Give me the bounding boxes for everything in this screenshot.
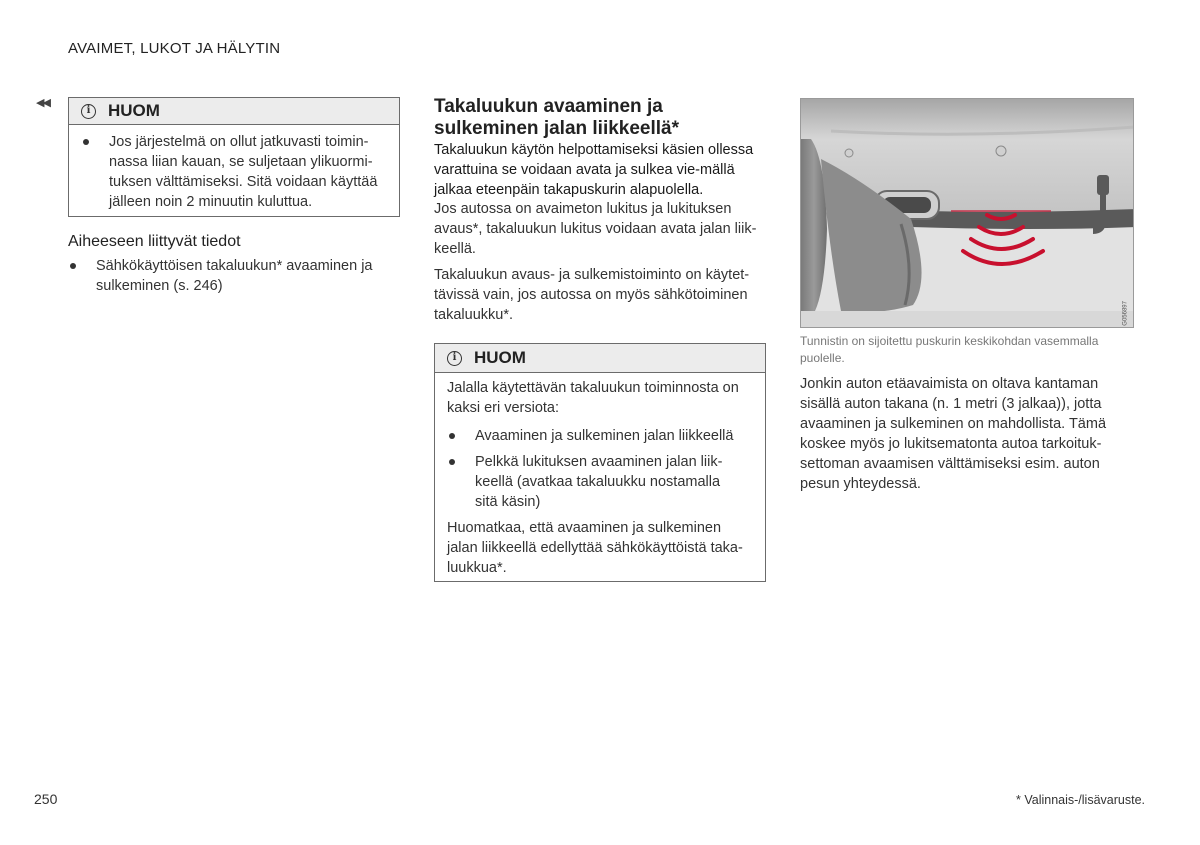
footnote: * Valinnais-/lisävaruste. bbox=[1016, 793, 1145, 807]
figure-code: G056897 bbox=[1123, 301, 1129, 326]
right-paragraph: Jonkin auton etäavaimista on oltava kantaman sisällä auton takana (n. 1 metri (3 jalkaa)), jotta avaaminen ja sulkeminen on mahdollista. Tämä koskee myös jo lukitsematonta autoa tarkoituk-settoman avaamisen välttämiseksi esim. auton pesun yhteydessä. bbox=[800, 376, 1107, 492]
page-number: 250 bbox=[34, 791, 58, 807]
note-title: HUOM bbox=[108, 101, 160, 120]
note-body bbox=[435, 373, 765, 578]
list-item-text: Jos järjestelmä on ollut jatkuvasti toimin-nassa liian kauan, se suljetaan ylikuormi-tuksen välttämiseksi. Sitä voidaan käyttää jälleen noin 2 minuutin kuluttua. bbox=[109, 134, 378, 210]
related-list bbox=[68, 256, 388, 296]
note-body bbox=[69, 125, 399, 212]
list-item bbox=[447, 452, 753, 512]
list-item bbox=[447, 426, 753, 446]
double-chevron-left-icon[interactable]: ◀◀ bbox=[36, 97, 49, 109]
list-item-text: Pelkkä lukituksen avaaminen jalan liik-keellä (avatkaa takaluukku nostamalla sitä käsin) bbox=[475, 454, 723, 510]
car-rear-illustration bbox=[800, 98, 1134, 328]
bullet-icon bbox=[447, 452, 475, 512]
note-outro: Huomatkaa, että avaaminen ja sulkeminen jalan liikkeellä edellyttää sähkökäyttöistä taka-luukkua*. bbox=[447, 520, 743, 576]
list-item-text: Avaaminen ja sulkeminen jalan liikkeellä bbox=[475, 428, 734, 444]
info-icon: i bbox=[447, 351, 462, 366]
page-header: AVAIMET, LUKOT JA HÄLYTIN bbox=[68, 40, 281, 57]
bullet-icon bbox=[447, 426, 475, 446]
note-intro: Jalalla käytettävän takaluukun toiminnosta on kaksi eri versiota: bbox=[447, 380, 739, 416]
section-title: Takaluukun avaaminen ja sulkeminen jalan liikkeellä* bbox=[434, 96, 680, 139]
lead-paragraph: Takaluukun käytön helpottamiseksi käsien ollessa varattuina se voidaan avata ja sulkea vie-mällä jalkaa eteenpäin takapuskurin alapuolella. bbox=[434, 142, 754, 198]
note-title: HUOM bbox=[474, 348, 526, 367]
paragraph-1: Jos autossa on avaimeton lukitus ja lukituksen avaus*, takaluukun lukitus voidaan avata jalan liik-keellä. bbox=[434, 201, 757, 257]
figure-caption: Tunnistin on sijoitettu puskurin keskikohdan vasemmalla puolelle. bbox=[800, 334, 1099, 365]
note-box-middle bbox=[434, 343, 766, 582]
list-item bbox=[81, 132, 385, 212]
related-heading: Aiheeseen liittyvät tiedot bbox=[68, 233, 241, 250]
related-link[interactable] bbox=[68, 256, 388, 296]
note-header bbox=[69, 98, 399, 125]
car-bumper-sensor-image bbox=[801, 99, 1134, 328]
info-icon: i bbox=[81, 104, 96, 119]
note-header bbox=[435, 344, 765, 373]
note-box-left bbox=[68, 97, 400, 217]
related-link-text[interactable]: Sähkökäyttöisen takaluukun* avaaminen ja sulkeminen (s. 246) bbox=[96, 258, 373, 294]
bullet-icon bbox=[81, 132, 109, 212]
paragraph-2: Takaluukun avaus- ja sulkemistoiminto on käytet-tävissä vain, jos autossa on myös sähkötoiminen takaluukku*. bbox=[434, 267, 750, 323]
bullet-icon bbox=[68, 256, 96, 296]
